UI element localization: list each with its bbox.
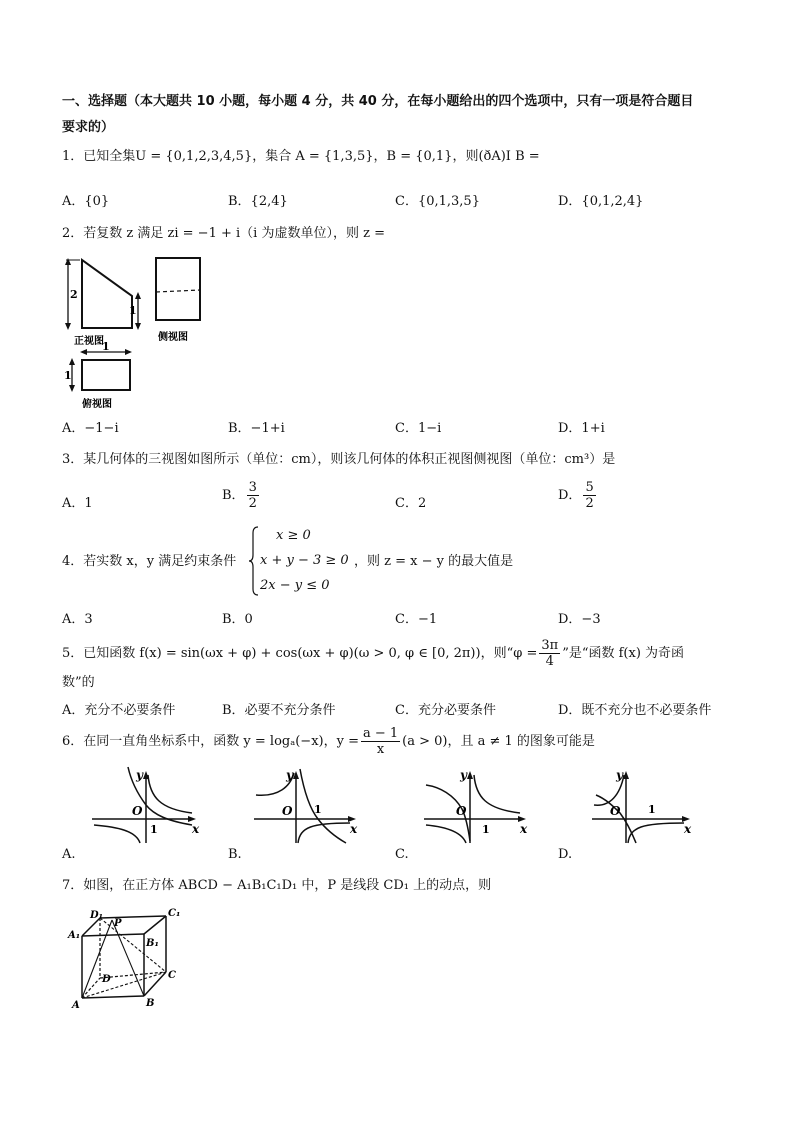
cube-figure	[66, 906, 196, 1014]
question-5-line2: 数”的	[62, 675, 95, 690]
question-7-text: 7．如图，在正方体 ABCD − A₁B₁C₁D₁ 中，P 是线段 CD₁ 上的动点，则	[62, 878, 492, 893]
three-view-figure	[62, 252, 212, 414]
svg-text:x: x	[684, 822, 692, 836]
q1-option-c[interactable]: C．{0,1,3,5}	[395, 194, 480, 209]
q4-option-d[interactable]: D．−3	[558, 612, 601, 627]
graph-option-a[interactable]	[88, 765, 200, 845]
constraint-2: x + y − 3 ≥ 0	[260, 553, 349, 568]
q4-option-c[interactable]: C．−1	[395, 612, 438, 627]
section-heading-line2: 要求的）	[62, 120, 115, 135]
q5-option-b[interactable]: B．必要不充分条件	[222, 703, 336, 718]
side-view-label: 侧视图	[158, 332, 188, 343]
svg-text:O: O	[456, 804, 467, 818]
q3-option-d-fraction: $\frac{5}{2}$	[585, 480, 594, 511]
front-view	[65, 258, 141, 347]
svg-text:P: P	[114, 918, 122, 929]
svg-text:x: x	[350, 822, 358, 836]
svg-text:D: D	[102, 974, 111, 985]
dim-label-2: 2	[70, 288, 78, 301]
question-6-text	[62, 726, 595, 757]
svg-text:y: y	[286, 768, 293, 782]
q1-option-a[interactable]: A．{0}	[62, 194, 110, 209]
q3-option-b-fraction: $\frac{3}{2}$	[248, 480, 257, 511]
dim-label-1-top: 1	[102, 340, 110, 353]
dim-label-1-left: 1	[64, 369, 72, 382]
svg-text:C₁: C₁	[168, 908, 181, 919]
q5-text-b: ”是“函数 f(x) 为奇函	[562, 646, 685, 661]
q4-option-b[interactable]: B．0	[222, 612, 253, 627]
svg-text:O: O	[132, 804, 143, 818]
question-4-prefix: 4．若实数 x，y 满足约束条件	[62, 554, 237, 569]
q5-fraction: $\frac{3\pi}{4}$	[541, 638, 559, 669]
q6-fraction: $\frac{a - 1}{x}$	[362, 726, 399, 757]
constraint-1: x ≥ 0	[276, 528, 311, 543]
q5-option-a[interactable]: A．充分不必要条件	[62, 703, 176, 718]
q6-option-c[interactable]: C.	[395, 847, 409, 862]
q1-option-b[interactable]: B．{2,4}	[228, 194, 288, 209]
q3-option-b[interactable]	[222, 480, 261, 511]
svg-text:B: B	[146, 998, 155, 1009]
q3-option-c[interactable]: C．2	[395, 496, 427, 511]
svg-text:1: 1	[314, 803, 322, 816]
svg-text:O: O	[282, 804, 293, 818]
svg-text:O: O	[610, 804, 621, 818]
svg-text:y: y	[460, 768, 467, 782]
front-view-label: 正视图	[74, 336, 104, 347]
svg-text:y: y	[616, 768, 623, 782]
constraint-brace	[248, 525, 260, 597]
svg-text:1: 1	[482, 823, 490, 836]
svg-text:D₁: D₁	[90, 910, 104, 921]
svg-text:1: 1	[150, 823, 158, 836]
q2-option-d[interactable]: D．1+i	[558, 421, 605, 436]
svg-text:A: A	[72, 1000, 80, 1011]
top-view-label: 俯视图	[82, 399, 112, 410]
top-view	[64, 340, 132, 410]
q6-text-b: (a > 0)，且 a ≠ 1 的图象可能是	[402, 734, 595, 749]
section-heading-line1: 一、选择题（本大题共 10 小题，每小题 4 分，共 40 分，在每小题给出的四个选项中，只有一项是符合题目	[62, 94, 694, 109]
svg-text:C: C	[168, 970, 176, 981]
dim-label-1-right: 1	[129, 304, 137, 317]
svg-text:B₁: B₁	[146, 938, 159, 949]
question-1-text: 1．已知全集U = {0,1,2,3,4,5}，集合 A = {1,3,5}，B = {0,1}，则(ðA)I B =	[62, 149, 540, 164]
question-2-text: 2．若复数 z 满足 zi = −1 + i（i 为虚数单位），则 z =	[62, 226, 385, 241]
question-5-line1	[62, 638, 684, 669]
svg-text:x: x	[520, 822, 528, 836]
graph-option-c[interactable]	[420, 765, 532, 845]
constraint-3: 2x − y ≤ 0	[260, 578, 330, 593]
q6-text-a: 6．在同一直角坐标系中，函数 y = logₐ(−x)，y =	[62, 734, 359, 749]
q5-text-a: 5．已知函数 f(x) = sin(ωx + φ) + cos(ωx + φ)(ω > 0, φ ∈ [0, 2π))，则“φ =	[62, 646, 538, 661]
q3-option-a[interactable]: A．1	[62, 496, 93, 511]
q4-option-a[interactable]: A．3	[62, 612, 93, 627]
q6-option-d[interactable]: D.	[558, 847, 573, 862]
svg-text:x: x	[192, 822, 200, 836]
svg-text:A₁: A₁	[68, 930, 81, 941]
svg-text:1: 1	[648, 803, 656, 816]
question-4-suffix: ，则 z = x − y 的最大值是	[354, 554, 514, 569]
q3-option-d-label: D．	[558, 488, 582, 503]
q6-option-a[interactable]: A.	[62, 847, 76, 862]
q5-option-d[interactable]: D．既不充分也不必要条件	[558, 703, 712, 718]
side-view	[156, 258, 200, 343]
question-3-text: 3．某几何体的三视图如图所示（单位：cm），则该几何体的体积正视图侧视图（单位：cm³）是	[62, 452, 616, 467]
graph-option-b[interactable]	[250, 765, 362, 845]
q1-option-d[interactable]: D．{0,1,2,4}	[558, 194, 644, 209]
q2-option-a[interactable]: A．−1−i	[62, 421, 119, 436]
q2-option-c[interactable]: C．1−i	[395, 421, 442, 436]
q2-option-b[interactable]: B．−1+i	[228, 421, 285, 436]
q3-option-d[interactable]	[558, 480, 598, 511]
q5-option-c[interactable]: C．充分必要条件	[395, 703, 496, 718]
graph-option-d[interactable]	[588, 765, 700, 845]
q3-option-b-label: B．	[222, 488, 245, 503]
q6-option-b[interactable]: B.	[228, 847, 242, 862]
svg-text:y: y	[136, 768, 143, 782]
